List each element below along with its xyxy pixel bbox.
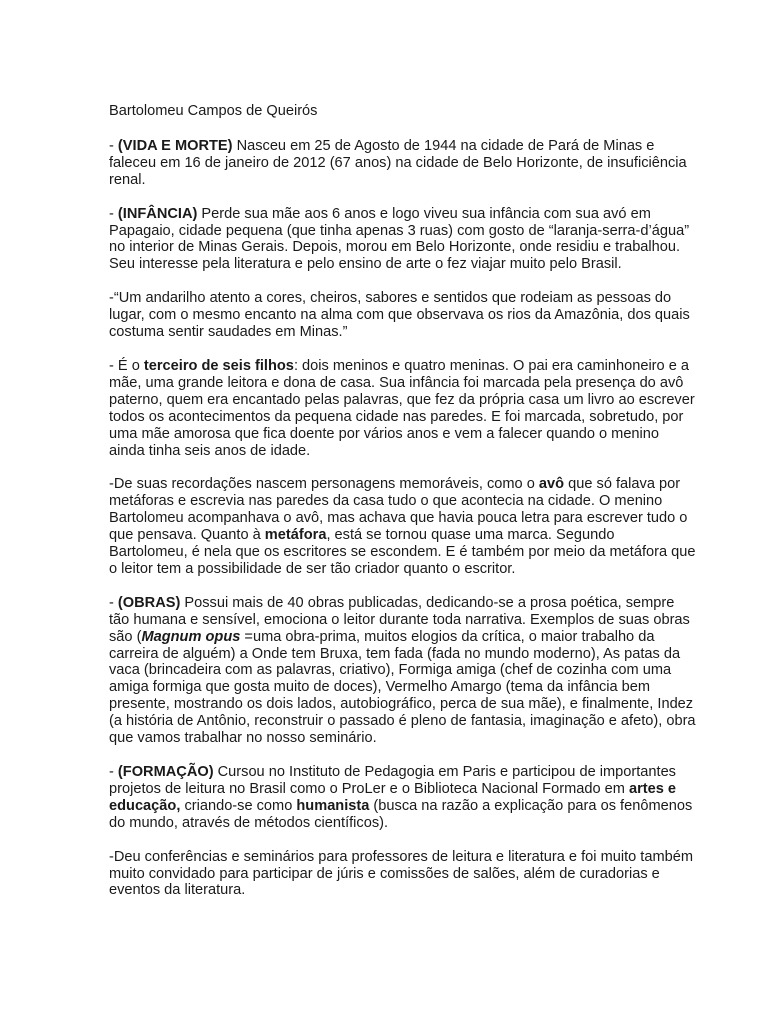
- heading-formacao: (FORMAÇÃO): [117, 764, 214, 780]
- document-page: [109, 103, 697, 899]
- bold-humanista: humanista: [296, 797, 370, 814]
- bold-artes-e-educacao: artes e educação,: [109, 780, 677, 814]
- heading-obras: (OBRAS): [117, 594, 181, 611]
- paragraph-citacao: -“Um andarilho atento a cores, cheiros, sabores e sentidos que rodeiam as pessoas do lugar, com o mesmo encanto na alma com que observava os rios da Amazônia, dos quais costuma sentir saudades em Minas.”: [109, 290, 690, 341]
- paragraph-infancia: - (INFÂNCIA) Perde sua mãe aos 6 anos e logo viveu sua infância com sua avó em Papagaio, cidade pequena (que tinha apenas 3 ruas) com gosto de “laranja-serra-d’água” no interior de Minas Gerais. Depois, morou em Belo Horizonte, onde residiu e trabalhou. Seu interesse pela literatura e pelo ensino de arte o fez viajar muito pelo Brasil.: [109, 205, 690, 273]
- paragraph-vida-e-morte: - (VIDA E MORTE) Nasceu em 25 de Agosto de 1944 na cidade de Pará de Minas e faleceu em 16 de janeiro de 2012 (67 anos) na cidade de Belo Horizonte, de insuficiência renal.: [109, 137, 687, 188]
- bold-avo: avô: [538, 476, 565, 493]
- bold-metafora: metáfora: [264, 527, 327, 544]
- paragraph-formacao: - (FORMAÇÃO) Cursou no Instituto de Pedagogia em Paris e participou de importantes projetos de leitura no Brasil como o ProLer e o Biblioteca Nacional Formado em artes e educação, criando-se como humanista (busca na razão a explicação para os fenômenos do mundo, através de métodos científicos).: [109, 764, 693, 831]
- paragraph-recordacoes: -De suas recordações nascem personagens memoráveis, como o avô que só falava por metáforas e escrevia nas paredes da casa tudo o que acontecia na cidade. O menino Bartolomeu acompanhava o avô, mas achava que havia pouca letra para escrever tudo o que pensava. Quanto à metáfora, está se tornou quase uma marca. Segundo Bartolomeu, é nela que os escritores se escondem. E é também por meio da metáfora que o leitor tem a possibilidade de ser tão criador quanto o escritor.: [109, 476, 696, 577]
- heading-vida-e-morte: (VIDA E MORTE): [117, 137, 233, 154]
- document-body: [109, 138, 697, 899]
- heading-infancia: (INFÂNCIA): [117, 205, 198, 222]
- paragraph-terceiro-filho: - É o terceiro de seis filhos: dois meninos e quatro meninas. O pai era caminhoneiro e a mãe, uma grande leitora e dona de casa. Sua infância foi marcada pela presença do avô paterno, quem era encantado pelas palavras, que fez da própria casa um livro ao escrever todos os acontecimentos da pequena cidade nas paredes. E foi marcada, sobretudo, por uma mãe amorosa que fica doente por vários anos e vem a falecer quando o menino ainda tinha seis anos de idade.: [109, 357, 695, 459]
- bold-italic-magnum-opus: Magnum opus: [141, 628, 241, 645]
- bold-terceiro-de-seis-filhos: terceiro de seis filhos: [143, 357, 294, 374]
- document-title: Bartolomeu Campos de Queirós: [109, 103, 318, 119]
- paragraph-conferencias: -Deu conferências e seminários para professores de leitura e literatura e foi muito também muito convidado para participar de júris e comissões de salões, além de curadorias e eventos da literatura.: [109, 848, 694, 899]
- paragraph-obras: - (OBRAS) Possui mais de 40 obras publicadas, dedicando-se a prosa poética, sempre tão humana e sensível, emociona o leitor durante toda narrativa. Exemplos de suas obras são (Magnum opus =uma obra-prima, muitos elogios da crítica, o maior trabalho da carreira de alguém) a Onde tem Bruxa, tem fada (fada no mundo moderno), As patas da vaca (brincadeira com as palavras, criativo), Formiga amiga (chef de cozinha com uma amiga formiga que gosta muito de doces), Vermelho Amargo (tema da infância bem presente, mostrando os dois lados, autobiográfico, perca de sua mãe), e finalmente, Indez (a história de Antônio, reconstruir o passado é pleno de fantasia, imaginação e afeto), obra que vamos trabalhar no nosso seminário.: [109, 594, 696, 747]
